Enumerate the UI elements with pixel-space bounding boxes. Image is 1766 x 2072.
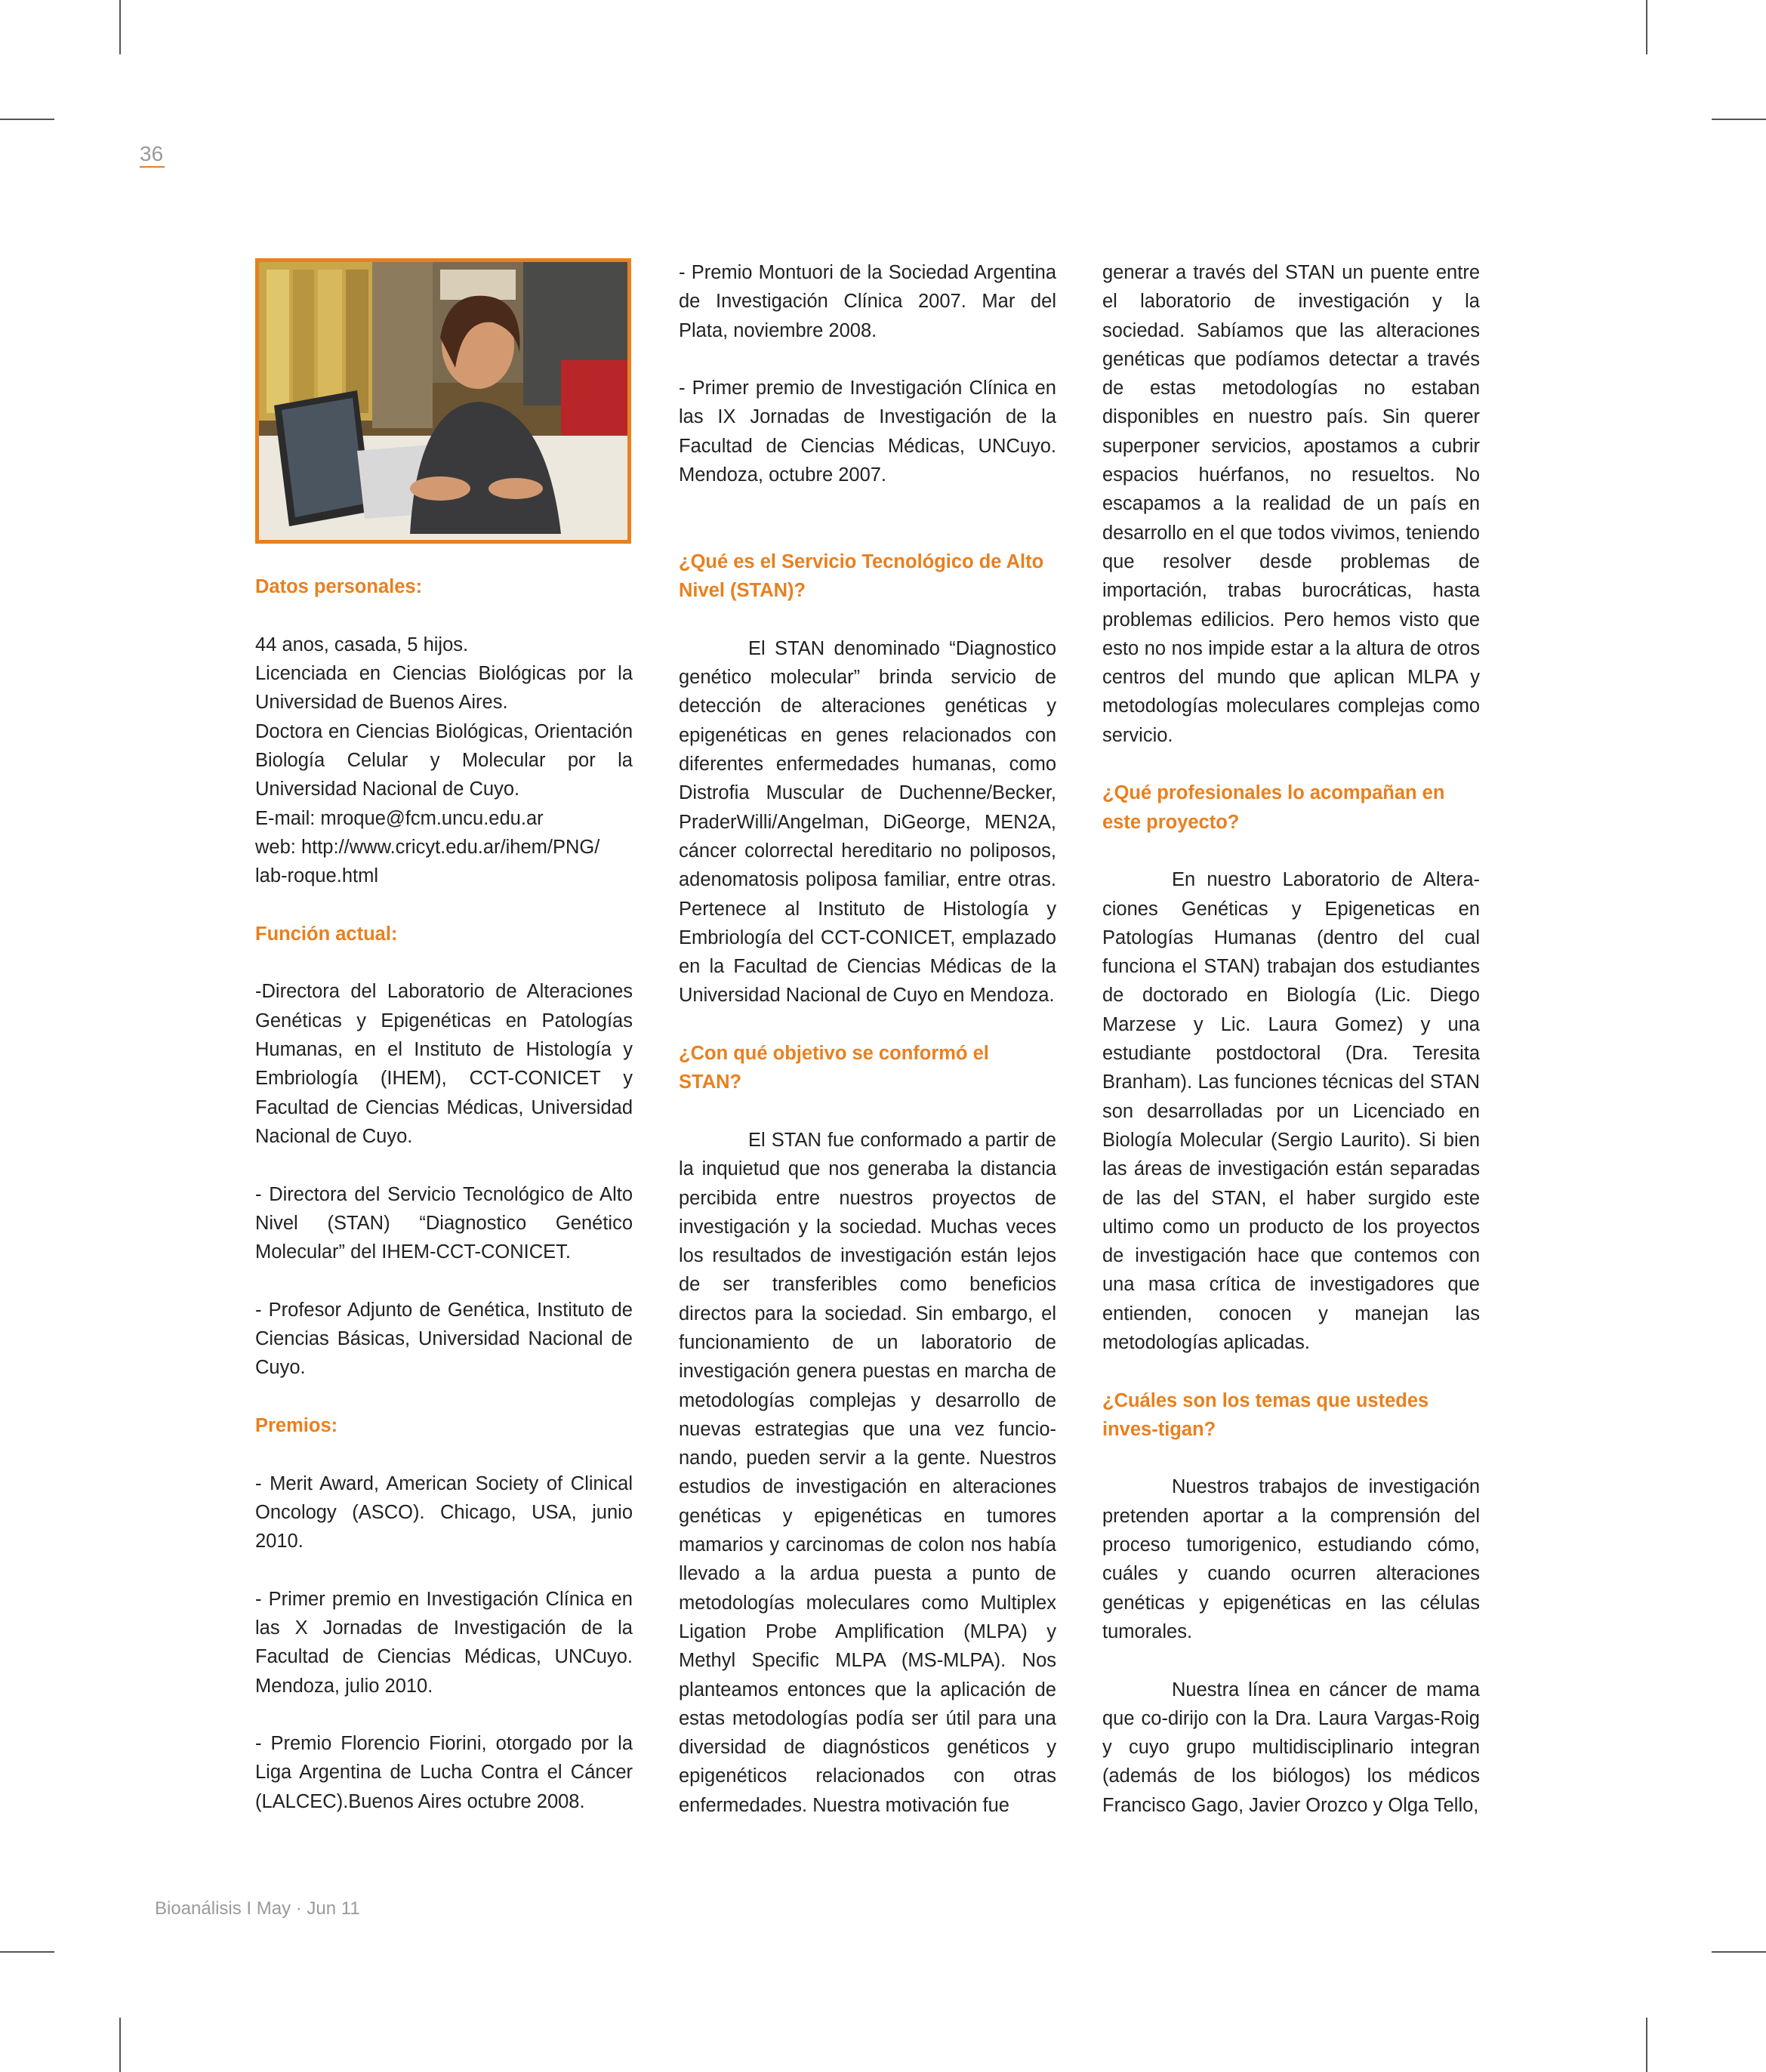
- crop-mark: [119, 0, 121, 54]
- crop-mark: [1646, 2018, 1647, 2072]
- premio-item: - Primer premio de Investigación Clínica en las IX Jornadas de Investigación de la Facultad de Ciencias Médicas, UNCuyo. Mendoza, octubre 2007.: [679, 378, 1056, 486]
- personal-doctorado: Doctora en Ciencias Biológicas, Orientación Biología Celular y Molecular por la Universidad Nacional de Cuyo.: [255, 720, 633, 800]
- funcion-item: - Directora del Servicio Tecnológico de Alto Nivel (STAN) “Diagnostico Genético Molecular” del IHEM-CCT-CONICET.: [255, 1183, 633, 1263]
- objetivo-paragraph-continued: generar a través del STAN un puente entre el laboratorio de investigación y la sociedad. Sabíamos que las alteraciones genéticas que podíamos detectar a través de estas metodologías no estaban disponibles en nuestro país. Sin querer superponer servicios, apostamos a cubrir espacios huérfanos, no resueltos. No escapamos a la realidad de un país en desarrollo en el que todos vivimos, teniendo que resolver desde problemas de importación, trabas burocráticas, hasta problemas edilicios. Pero hemos visto que esto no nos impide estar a la altura de otros centros del mundo que aplican MLPA y metodologías moleculares complejas como servicio.: [1102, 262, 1480, 746]
- crop-mark: [1712, 119, 1766, 120]
- column-1: [255, 258, 633, 1845]
- premio-item: - Premio Montuori de la Sociedad Argentina de Investigación Clínica 2007. Mar del Plata, noviembre 2008.: [679, 262, 1056, 341]
- personal-web: web: http://www.cricyt.edu.ar/ihem/PNG/ lab-roque.html: [255, 836, 600, 887]
- footer-publication: Bioanálisis I May · Jun 11: [155, 1898, 360, 1919]
- premio-item: - Premio Florencio Fiorini, otorgado por la Liga Argentina de Lucha Contra el Cáncer (LALCEC).Buenos Aires octubre 2008.: [255, 1733, 633, 1812]
- personal-email: E-mail: mroque@fcm.uncu.edu.ar: [255, 807, 544, 829]
- heading-datos-personales: Datos personales:: [255, 576, 423, 598]
- personal-licenciatura: Licenciada en Ciencias Biológicas por la Universidad de Buenos Aires.: [255, 663, 633, 714]
- profesionales-paragraph: En nuestro Laboratorio de Altera-ciones Genéticas y Epigeneticas en Patologías Humanas (dentro del cual funciona el STAN) trabajan dos estudiantes de doctorado en Biología (Lic. Diego Marzese y Lic. Laura Gomez) y una estudiante postdoctoral (Dra. Teresita Branham). Las funciones técnicas del STAN son desarrolladas por un Licenciado en Biología Molecular (Sergio Laurito). Si bien las áreas de investigación están separadas de las del STAN, el haber surgido este ultimo como un producto de los proyectos de investigación hace que contemos con una masa crítica de investigadores que entienden, conocen y manejan las metodologías aplicadas.: [1102, 869, 1480, 1353]
- premio-item: - Merit Award, American Society of Clinical Oncology (ASCO). Chicago, USA, junio 2010.: [255, 1472, 633, 1552]
- column-3: [1102, 258, 1480, 1848]
- page-number: 36: [140, 142, 165, 168]
- funcion-item: -Directora del Laboratorio de Alteraciones Genéticas y Epigenéticas en Patologías Humanas, en el Instituto de Histología y Embriología (IHEM), CCT-CONICET y Facultad de Ciencias Médicas, Universidad Nacional de Cuyo.: [255, 981, 633, 1147]
- crop-mark: [0, 1951, 54, 1953]
- funcion-item: - Profesor Adjunto de Genética, Instituto de Ciencias Básicas, Universidad Nacional de Cuyo.: [255, 1299, 633, 1379]
- heading-profesionales: ¿Qué profesionales lo acompañan en este proyecto?: [1102, 782, 1445, 833]
- premio-item: - Primer premio en Investigación Clínica en las X Jornadas de Investigación de la Facultad de Ciencias Médicas, UNCuyo. Mendoza, julio 2010.: [255, 1588, 633, 1697]
- crop-mark: [1712, 1951, 1766, 1953]
- crop-mark: [119, 2018, 121, 2072]
- objetivo-paragraph: El STAN fue conformado a partir de la inquietud que nos generaba la distancia percibida entre nuestros proyectos de investigación y la sociedad. Muchas veces los resultados de investigación están lejos de ser transferibles como beneficios directos para la sociedad. Sin embargo, el funcionamiento de un laboratorio de investigación genera puestas en marcha de metodologías complejas y desarrollo de nuevas estrategias que una vez funcio-nando, pueden servir a la gente. Nuestros estudios de investigación en alteraciones genéticas y epigenéticas en tumores mamarios y carcinomas de colon nos había llevado a la ardua puesta a punto de metodologías moleculares como Multiplex Ligation Probe Amplification (MLPA) y Methyl Specific MLPA (MS-MLPA). Nos planteamos entonces que la aplicación de estas metodologías podía ser útil para una diversidad de diagnósticos genéticos y epigenéticos relacionados con otras enfermedades. Nuestra motivación fue: [679, 1129, 1056, 1816]
- portrait-photo: [255, 258, 631, 544]
- heading-temas: ¿Cuáles son los temas que ustedes inves-tigan?: [1102, 1389, 1429, 1440]
- temas-paragraph: Nuestros trabajos de investigación pretenden aportar a la comprensión del proceso tumorigenico, estudiando cómo, cuáles y cuando ocurren alteraciones genéticas y epigenéticas en las células tumorales.: [1102, 1476, 1480, 1642]
- crop-mark: [1646, 0, 1647, 54]
- personal-age: 44 anos, casada, 5 hijos.: [255, 634, 469, 655]
- stan-paragraph: El STAN denominado “Diagnostico genético molecular” brinda servicio de detección de alteraciones genéticas y epigenéticas en genes relacionados con diferentes enfermedades humanas, como Distrofia Muscular de Duchenne/Becker, PraderWilli/Angelman, DiGeorge, MEN2A, cáncer colorrectal hereditario no poliposos, adenomatosis poliposa familiar, entre otras. Pertenece al Instituto de Histología y Embriología del CCT-CONICET, emplazado en la Facultad de Ciencias Médicas de la Universidad Nacional de Cuyo en Mendoza.: [679, 637, 1056, 1007]
- linea-paragraph: Nuestra línea en cáncer de mama que co-dirijo con la Dra. Laura Vargas-Roig y cuyo grupo multidisciplinario integran (además de los biólogos) los médicos Francisco Gago, Javier Orozco y Olga Tello,: [1102, 1679, 1480, 1816]
- heading-funcion-actual: Función actual:: [255, 923, 398, 945]
- spacer: [679, 519, 1056, 547]
- heading-que-es-stan: ¿Qué es el Servicio Tecnológico de Alto Nivel (STAN)?: [679, 550, 1044, 602]
- column-2: [679, 258, 1056, 1848]
- crop-mark: [0, 119, 54, 120]
- heading-objetivo: ¿Con qué objetivo se conformó el STAN?: [679, 1043, 989, 1093]
- heading-premios: Premios:: [255, 1414, 338, 1436]
